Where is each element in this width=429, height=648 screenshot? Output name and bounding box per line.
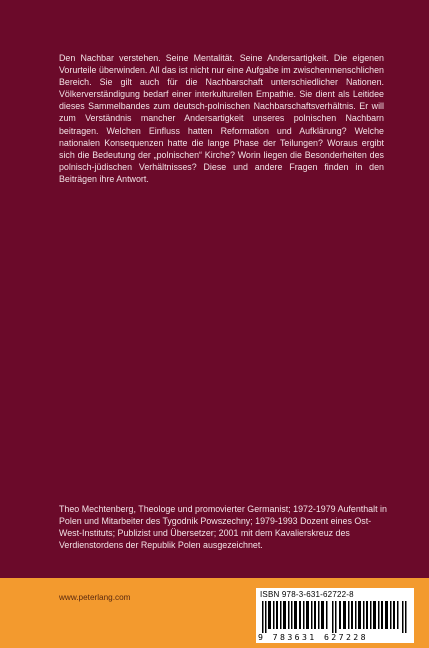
barcode-icon xyxy=(262,601,408,633)
publisher-website[interactable]: www.peterlang.com xyxy=(59,593,131,602)
blurb-text xyxy=(59,52,384,185)
barcode-panel xyxy=(256,588,414,643)
author-bio xyxy=(59,503,394,551)
blurb-paragraph: Den Nachbar verstehen. Seine Mentalität. Seine Andersartigkeit. Die eigenen Vorurteile überwinden. All das ist nicht nur eine Aufgabe im zwischenmenschlichen Bereich. Sie gilt auch für die Nachbarschaft unterschiedlicher Nationen. Völkerverständigung bedarf einer interkulturellen Empathie. Sie dient als Leitidee dieses Sammelbandes zum deutsch-polnischen Nachbarschaftsverhältnis. Er will zum Verständnis mancher Andersartigkeit unseres polnischen Nachbarn beitragen. Welchen Einfluss hatten Reformation und Aufklärung? Welche nationalen Konsequenzen hatte die lange Phase der Teilungen? Woraus ergibt sich die Bedeutung der „polnischen“ Kirche? Worin liegen die Besonderheiten des polnisch-jüdischen Verhältnisses? Diese und andere Fragen finden in den Beiträgen ihre Antwort. xyxy=(59,53,384,184)
isbn-label: ISBN 978-3-631-62722-8 xyxy=(260,590,354,599)
barcode-digits: 9 783631 627228 xyxy=(258,632,368,642)
author-bio-paragraph: Theo Mechtenberg, Theologe und promovierter Germanist; 1972-1979 Aufenthalt in Polen und Mitarbeiter des Tygodnik Powszechny; 1979-1993 Dozent eines Ost-West-Instituts; Publizist und Übersetzer; 2001 mit dem Kavalierskreuz des Verdienstordens der Republik Polen ausgezeichnet. xyxy=(59,504,387,551)
